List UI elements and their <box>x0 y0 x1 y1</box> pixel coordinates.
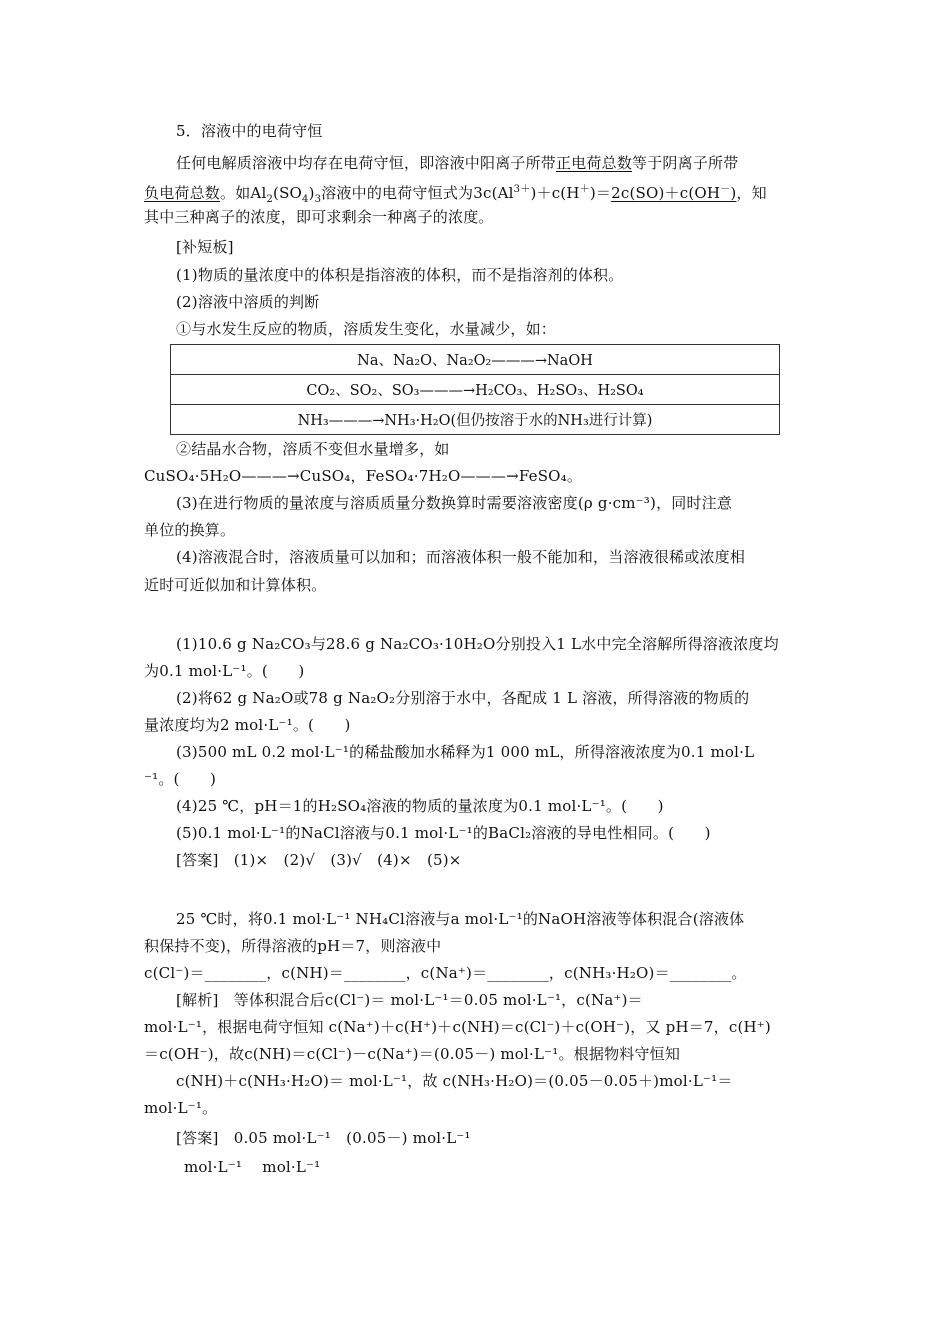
question-3: (3)500 mL 0.2 mol·L⁻¹的稀盐酸加水稀释为1 000 mL，所得溶液浓度为0.1 mol·L <box>176 743 755 761</box>
analysis-line: mol·L⁻¹，根据电荷守恒知 c(Na⁺)＋c(H⁺)＋c(NH)＝c(Cl⁻)＋c(OH⁻)，又 pH＝7，c(H⁺) <box>144 1018 771 1036</box>
example-blanks: c(Cl⁻)＝________，c(NH)＝________，c(Na⁺)＝________，c(NH₃·H₂O)＝________。 <box>144 964 747 982</box>
table-cell: NH₃———→NH₃·H₂O(但仍按溶于水的NH₃进行计算) <box>171 405 780 435</box>
question-5: (5)0.1 mol·L⁻¹的NaCl溶液与0.1 mol·L⁻¹的BaCl₂溶液的导电性相同。( ) <box>176 824 711 842</box>
text-run: ) <box>730 184 737 202</box>
supplement-title: [补短板] <box>176 238 234 256</box>
table-row <box>171 375 780 405</box>
text-run: )＋c(H <box>530 184 580 202</box>
question-4: (4)25 ℃，pH＝1的H₂SO₄溶液的物质的量浓度为0.1 mol·L⁻¹。( ) <box>176 797 664 815</box>
question-1: (1)10.6 g Na₂CO₃与28.6 g Na₂CO₃·10H₂O分别投入1 L水中完全溶解所得溶液浓度均 <box>176 635 779 653</box>
supplement-item-4: (4)溶液混合时，溶液质量可以加和；而溶液体积一般不能加和，当溶液很稀或浓度相 <box>176 548 746 566</box>
supplement-item-3-cont: 单位的换算。 <box>144 521 236 539</box>
table-cell: Na、Na₂O、Na₂O₂———→NaOH <box>171 345 780 375</box>
underlined-term: 负电荷总数 <box>144 184 221 202</box>
text-run: 。如Al <box>220 184 267 202</box>
supplement-item-2b: ②结晶水合物，溶质不变但水量增多，如 <box>176 440 450 458</box>
paragraph-line: 其中三种离子的浓度，即可求剩余一种离子的浓度。 <box>144 208 494 226</box>
supplement-item-2a: ①与水发生反应的物质，溶质发生变化，水量减少，如： <box>176 320 557 338</box>
text-run: (SO <box>273 184 303 202</box>
answer-line: [答案] 0.05 mol·L⁻¹ (0.05－) mol·L⁻¹ <box>176 1129 471 1147</box>
table-cell: CO₂、SO₂、SO₃———→H₂CO₃、H₂SO₃、H₂SO₄ <box>171 375 780 405</box>
table-row <box>171 405 780 435</box>
question-1-cont: 为0.1 mol·L⁻¹。( ) <box>144 662 305 680</box>
underlined-term: 正电荷总数 <box>556 154 633 172</box>
analysis-line: mol·L⁻¹。 <box>144 1099 218 1117</box>
question-2-cont: 量浓度均为2 mol·L⁻¹。( ) <box>144 716 351 734</box>
text-run: ) <box>308 184 315 202</box>
example-line: 积保持不变)，所得溶液的pH＝7，则溶液中 <box>144 937 442 955</box>
paragraph-line <box>176 152 738 174</box>
analysis-line: ＝c(OH⁻)，故c(NH)＝c(Cl⁻)－c(Na⁺)＝(0.05－) mol·L⁻¹。根据物料守恒知 <box>144 1045 681 1063</box>
supplement-item-4-cont: 近时可近似加和计算体积。 <box>144 576 327 594</box>
section-title: 5．溶液中的电荷守恒 <box>176 122 323 140</box>
reaction-table <box>170 344 780 435</box>
question-2: (2)将62 g Na₂O或78 g Na₂O₂分别溶于水中，各配成 1 L 溶液，所得溶液的物质的 <box>176 689 750 707</box>
supplement-item-2: (2)溶液中溶质的判断 <box>176 293 320 311</box>
analysis-line: [解析] 等体积混合后c(Cl⁻)＝ mol·L⁻¹＝0.05 mol·L⁻¹，c(Na⁺)＝ <box>176 991 643 1009</box>
text-run: )＝ <box>589 184 612 202</box>
question-3-cont: ⁻¹。( ) <box>144 770 217 788</box>
table-row <box>171 345 780 375</box>
paragraph-line: 负电荷总数。如$Al_2(SO_4)_3$溶液中的电荷守恒式为$3c(Al^{3+})+c(H^+)=2c(SO)+c(OH^-)$，知 <box>144 184 767 205</box>
text-run: 溶液中的电荷守恒式为3c(Al <box>321 184 514 202</box>
text-run: 2c(SO)＋c(OH <box>611 184 721 202</box>
text-run: 等于阴离子所带 <box>632 154 739 172</box>
answer-line: [答案] (1)× (2)√ (3)√ (4)× (5)× <box>176 851 462 869</box>
answer-line: mol·L⁻¹ mol·L⁻¹ <box>184 1158 321 1176</box>
text-run: 任何电解质溶液中均存在电荷守恒，即溶液中阳离子所带 <box>176 154 557 172</box>
supplement-item-2b-example: CuSO₄·5H₂O———→CuSO₄，FeSO₄·7H₂O———→FeSO₄。 <box>144 467 583 485</box>
underlined-formula: 2c(SO)＋c(OH－) <box>611 184 737 202</box>
supplement-item-1: (1)物质的量浓度中的体积是指溶液的体积，而不是指溶剂的体积。 <box>176 266 624 284</box>
text-run: ，知 <box>736 184 767 202</box>
supplement-item-3: (3)在进行物质的量浓度与溶质质量分数换算时需要溶液密度(ρ g·cm⁻³)，同时注意 <box>176 494 733 512</box>
example-line: 25 ℃时，将0.1 mol·L⁻¹ NH₄Cl溶液与a mol·L⁻¹的NaOH溶液等体积混合(溶液体 <box>176 910 745 928</box>
analysis-line: c(NH)＋c(NH₃·H₂O)＝ mol·L⁻¹，故 c(NH₃·H₂O)＝(0.05－0.05＋)mol·L⁻¹＝ <box>176 1072 733 1090</box>
